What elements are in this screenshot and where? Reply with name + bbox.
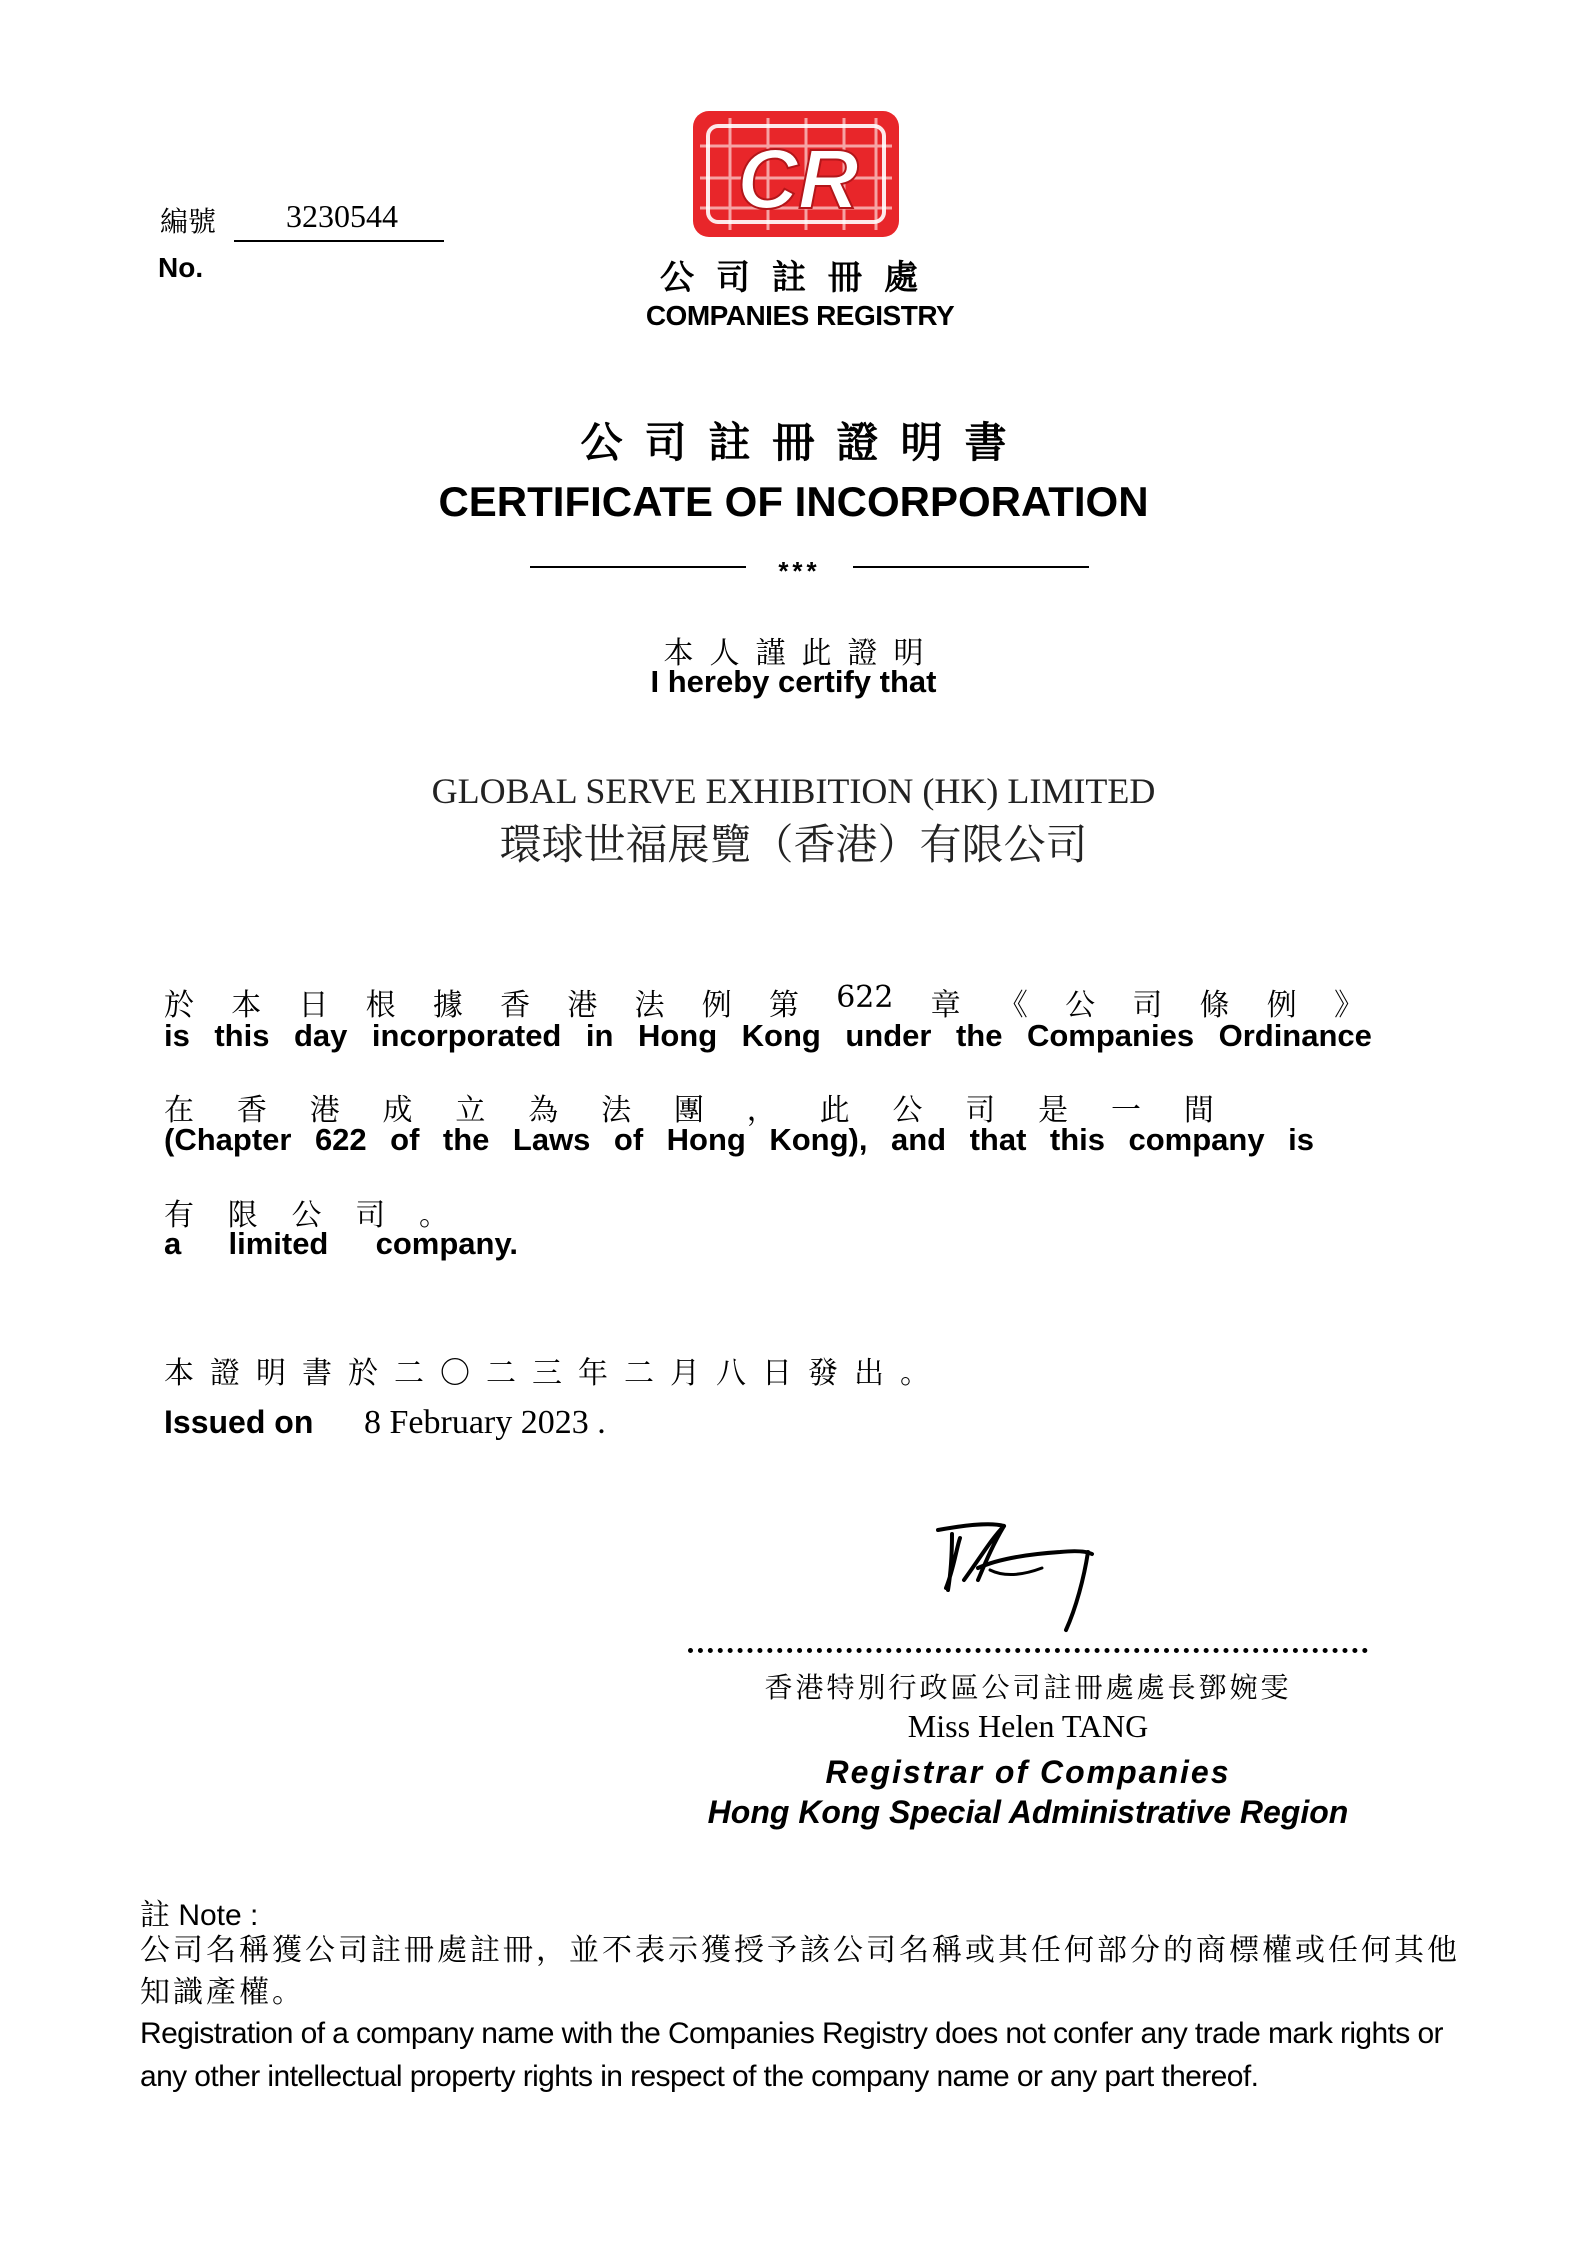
text-segment: limited (228, 1226, 329, 1261)
text-segment: and (890, 1122, 947, 1157)
registrar-name: Miss Helen TANG (907, 1708, 1149, 1744)
text-segment: (Chapter (164, 1122, 292, 1157)
registry-name-zh: 公司註冊處 (660, 258, 940, 298)
text-segment: 司 (355, 1198, 386, 1233)
issued-label: Issued on (164, 1404, 314, 1440)
text-segment: 第 (768, 988, 799, 1023)
text-segment: 章 (930, 988, 961, 1023)
text-segment: 根 (365, 988, 396, 1023)
certify-statement-en: I hereby certify that (650, 664, 937, 699)
number-label-zh: 編號 (160, 205, 217, 238)
text-segment: of (390, 1122, 420, 1157)
text-segment: 香 (236, 1093, 267, 1128)
text-segment: that (969, 1122, 1027, 1157)
text-segment: 司 (1132, 988, 1163, 1023)
companies-registry-logo (690, 108, 902, 240)
divider-ornament: *** (778, 556, 821, 586)
text-segment: 此 (819, 1093, 850, 1128)
text-segment: Companies (1026, 1018, 1195, 1053)
divider-right (853, 566, 1089, 568)
text-segment: 據 (432, 988, 463, 1023)
text-segment: 公 (892, 1093, 923, 1128)
text-segment: under (845, 1018, 932, 1053)
text-segment: 法 (634, 988, 665, 1023)
text-segment: 》 (1333, 988, 1364, 1023)
paragraph-1-en (164, 1018, 1372, 1054)
text-segment: 港 (309, 1093, 340, 1128)
text-segment: 司 (965, 1093, 996, 1128)
text-segment: Ordinance (1218, 1018, 1372, 1053)
text-segment: 《 (997, 988, 1028, 1023)
text-segment: 公 (1065, 988, 1096, 1023)
text-segment: Kong), (769, 1122, 868, 1157)
registrar-title-zh: 香港特別行政區公司註冊處處長鄧婉雯 (764, 1671, 1292, 1704)
paragraph-3-en (164, 1226, 518, 1262)
text-segment: the (955, 1018, 1003, 1053)
registrar-region-en: Hong Kong Special Administrative Region (707, 1794, 1349, 1830)
text-segment: 團 (673, 1093, 704, 1128)
issued-statement-zh: 本證明書於二〇二三年二月八日發出。 (164, 1356, 946, 1391)
text-segment: a (164, 1226, 182, 1261)
text-segment: 例 (1266, 988, 1297, 1023)
text-segment: Hong (637, 1018, 718, 1053)
text-segment: day (293, 1018, 348, 1053)
text-segment: 在 (164, 1093, 194, 1128)
text-segment: 。 (419, 1198, 449, 1233)
number-label-en: No. (158, 252, 204, 283)
text-segment: company. (375, 1226, 518, 1261)
text-segment: 港 (567, 988, 598, 1023)
company-name-zh: 環球世福展覽（香港）有限公司 (499, 820, 1088, 869)
registrar-signature (930, 1508, 1100, 1638)
text-segment: 立 (455, 1093, 486, 1128)
text-segment: 是 (1038, 1093, 1069, 1128)
text-segment: 法 (601, 1093, 632, 1128)
text-segment: 有 (164, 1198, 194, 1233)
text-segment: ， (746, 1093, 777, 1128)
text-segment: Kong (741, 1018, 821, 1053)
text-segment: 公 (291, 1198, 322, 1233)
text-segment: of (613, 1122, 644, 1157)
registry-name-en: COMPANIES REGISTRY (645, 300, 955, 331)
text-segment: 日 (298, 988, 329, 1023)
text-segment: the (442, 1122, 490, 1157)
note-text-zh: 公司名稱獲公司註冊處註冊，並不表示獲授予該公司名稱或其任何部分的商標權或任何其他知識產權。 (140, 1933, 1460, 2010)
certify-statement-zh: 本人謹此證明 (663, 636, 940, 671)
text-segment: this (214, 1018, 270, 1053)
text-segment: 條 (1199, 988, 1230, 1023)
text-segment: 一 (1110, 1093, 1141, 1128)
issued-date: 8 February 2023 . (364, 1404, 606, 1441)
registrar-title-en: Registrar of Companies (825, 1754, 1231, 1790)
text-segment: 限 (227, 1198, 258, 1233)
text-segment: Laws (512, 1122, 591, 1157)
text-segment: 本 (231, 988, 262, 1023)
text-segment: Hong (666, 1122, 746, 1157)
text-segment: incorporated (371, 1018, 562, 1053)
certificate-title-zh: 公司註冊證明書 (580, 418, 1029, 467)
text-segment: this (1049, 1122, 1106, 1157)
text-segment: 例 (701, 988, 732, 1023)
divider-left (530, 566, 746, 568)
text-segment: 622 (836, 980, 894, 1015)
text-segment: 於 (164, 988, 194, 1023)
certificate-title-en: CERTIFICATE OF INCORPORATION (438, 478, 1149, 525)
certificate-number: 3230544 (234, 198, 444, 242)
text-segment: is (1288, 1122, 1314, 1157)
text-segment: company (1128, 1122, 1265, 1157)
note-label: 註 Note : (140, 1899, 259, 1932)
note-text-en: Registration of a company name with the Companies Registry does not confer any trade mark rights or any other intellectual property rights in respect of the company name or any part thereof. (140, 2017, 1443, 2093)
paragraph-2-en (164, 1122, 1314, 1158)
logo-mark-text: CR (737, 132, 859, 226)
text-segment: 為 (528, 1093, 559, 1128)
text-segment: 成 (382, 1093, 413, 1128)
text-segment: is (164, 1018, 190, 1053)
signature-line (688, 1648, 1368, 1653)
text-segment: 香 (500, 988, 531, 1023)
text-segment: 間 (1183, 1093, 1214, 1128)
text-segment: in (585, 1018, 614, 1053)
text-segment: 622 (314, 1122, 367, 1157)
company-name-en: GLOBAL SERVE EXHIBITION (HK) LIMITED (431, 771, 1156, 811)
